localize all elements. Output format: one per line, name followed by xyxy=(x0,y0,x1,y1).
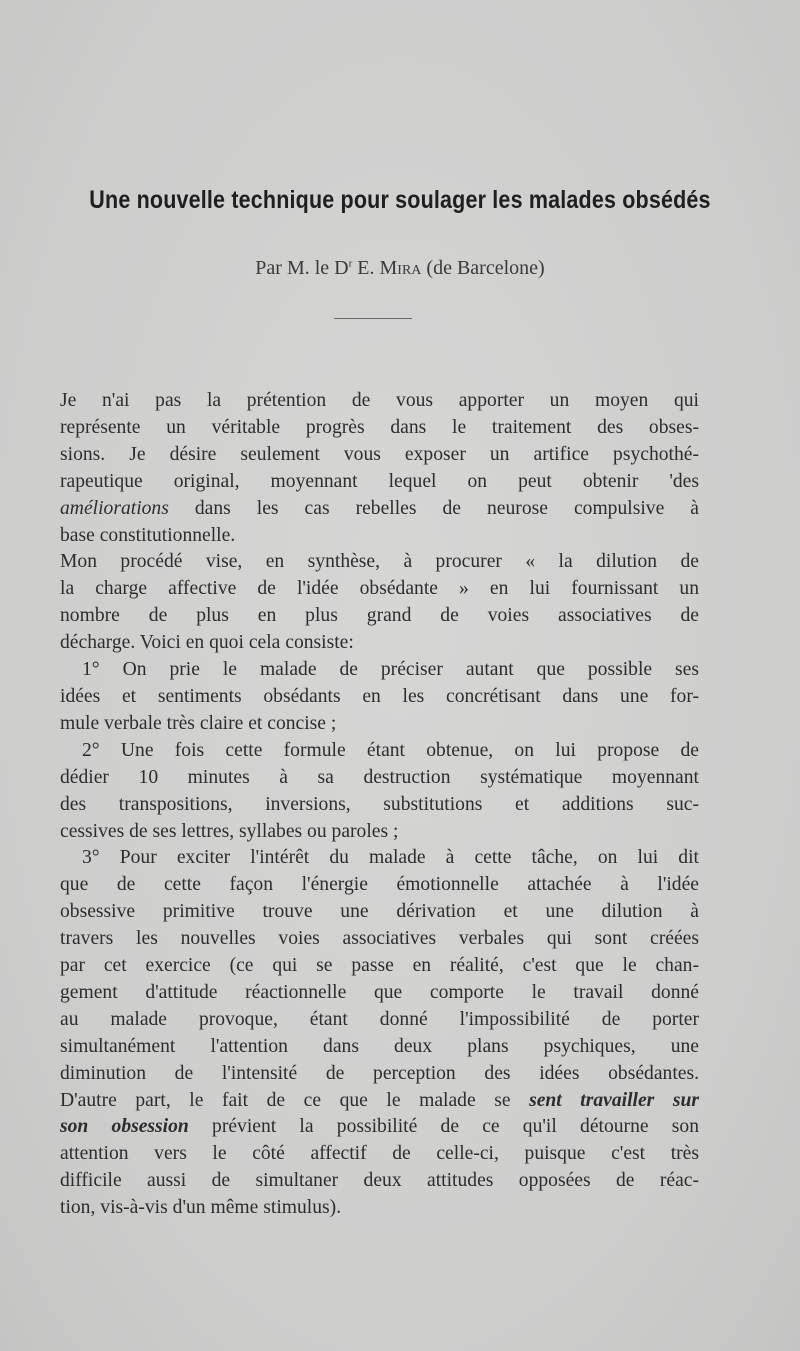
author-name: Mira xyxy=(379,257,422,279)
text-line: 1° On prie le malade de préciser autant que possible ses xyxy=(82,659,699,681)
text-line: rapeutique original, moyennant lequel on peut obtenir 'des xyxy=(60,470,699,492)
title-divider xyxy=(334,318,412,319)
text-line: difficile aussi de simultaner deux attitudes opposées de réac- xyxy=(60,1170,699,1192)
text-line: décharge. Voici en quoi cela consiste: xyxy=(60,632,354,654)
text-line: gement d'attitude réactionnelle que comporte le travail donné xyxy=(60,981,699,1003)
text-line: améliorations dans les cas rebelles de neurose compulsive à xyxy=(60,497,699,519)
text-line: Mon procédé vise, en synthèse, à procurer « la dilution de xyxy=(60,551,699,573)
text-line: tion, vis-à-vis d'un même stimulus). xyxy=(60,1197,342,1219)
text-line: nombre de plus en plus grand de voies associatives de xyxy=(60,605,699,627)
text-line: travers les nouvelles voies associatives verbales qui sont créées xyxy=(60,928,699,950)
text-line: par cet exercice (ce qui se passe en réalité, c'est que le chan- xyxy=(60,955,699,977)
text-line: obsessive primitive trouve une dérivation et une dilution à xyxy=(60,901,699,923)
text-line: 2° Une fois cette formule étant obtenue, on lui propose de xyxy=(82,739,699,761)
article-title: Une nouvelle technique pour soulager les malades obsédés xyxy=(89,186,711,214)
text-line: son obsession prévient la possibilité de ce qu'il détourne son xyxy=(60,1116,699,1138)
text-line: cessives de ses lettres, syllabes ou paroles ; xyxy=(60,820,399,842)
text-line: Je n'ai pas la prétention de vous apporter un moyen qui xyxy=(60,390,699,411)
text-line: D'autre part, le fait de ce que le malade se sent travailler sur xyxy=(60,1089,699,1111)
article-body xyxy=(60,388,699,1222)
byline-initial: E. xyxy=(357,257,375,279)
emphasis-text: son obsession xyxy=(60,1116,189,1138)
text-line: que de cette façon l'énergie émotionnelle attachée à l'idée xyxy=(60,874,699,896)
text-line: représente un véritable progrès dans le traitement des obses- xyxy=(60,416,699,438)
text-line: mule verbale très claire et concise ; xyxy=(60,712,337,734)
text-line: 3° Pour exciter l'intérêt du malade à cette tâche, on lui dit xyxy=(82,847,699,869)
text-line: des transpositions, inversions, substitutions et additions suc- xyxy=(60,793,699,815)
text-line: idées et sentiments obsédants en les concrétisant dans une for- xyxy=(60,685,699,707)
emphasis-text: améliorations xyxy=(60,497,169,519)
byline-origin: (de Barcelone) xyxy=(426,257,545,279)
text-line: base constitutionnelle. xyxy=(60,524,236,546)
byline-sup: r xyxy=(348,257,353,270)
text-line: dédier 10 minutes à sa destruction systématique moyennant xyxy=(60,766,699,788)
author-byline xyxy=(0,257,800,280)
text-line: diminution de l'intensité de perception des idées obsédantes. xyxy=(60,1062,699,1084)
byline-prefix: Par M. le D xyxy=(255,257,349,279)
text-line: au malade provoque, étant donné l'impossibilité de porter xyxy=(60,1008,699,1030)
text-line: attention vers le côté affectif de celle-ci, puisque c'est très xyxy=(60,1143,699,1165)
text-line: sions. Je désire seulement vous exposer un artifice psychothé- xyxy=(60,443,699,465)
emphasis-text: sent travailler sur xyxy=(529,1089,699,1111)
text-line: la charge affective de l'idée obsédante » en lui fournissant un xyxy=(60,578,699,600)
text-line: simultanément l'attention dans deux plans psychiques, une xyxy=(60,1035,699,1057)
